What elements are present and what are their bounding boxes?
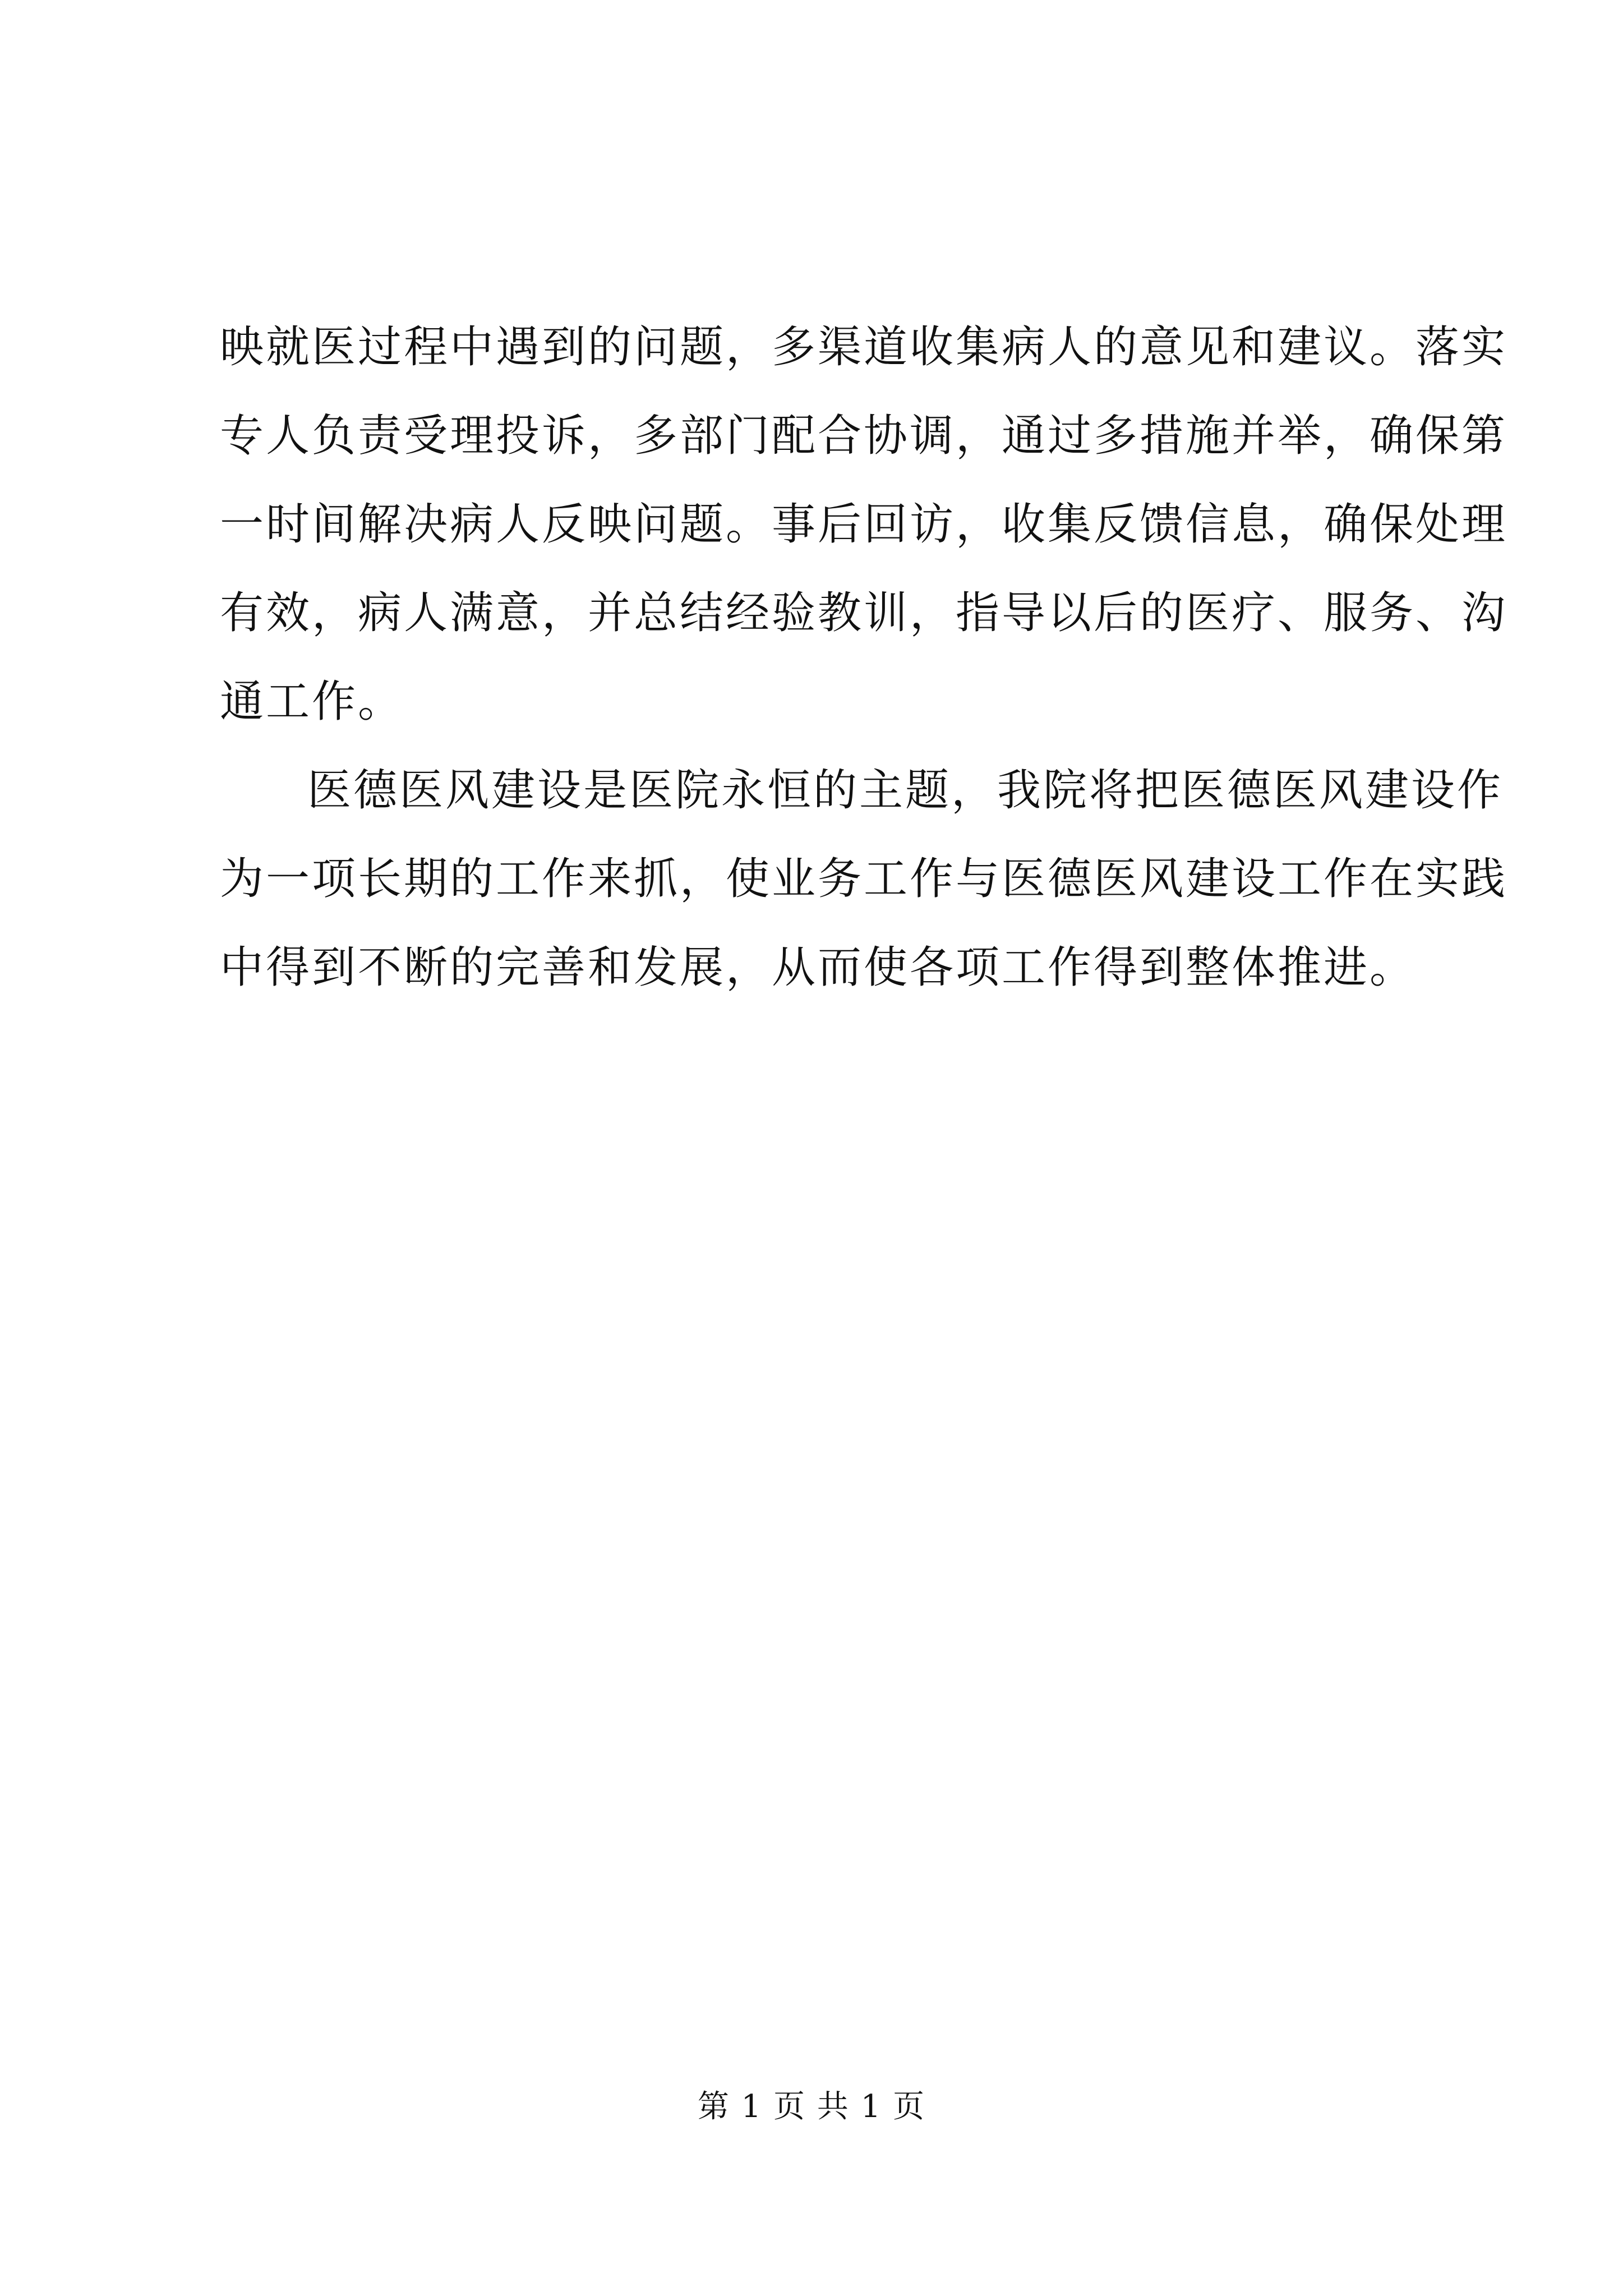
paragraph-line: 中得到不断的完善和发展，从而使各项工作得到整体推进。: [220, 942, 1416, 993]
page-number-footer: 第 1 页 共 1 页: [697, 2088, 926, 2125]
paragraph-1: [220, 303, 1508, 746]
paragraph-line: 通工作。: [220, 677, 404, 727]
paragraph-line: 一时间解决病人反映问题。事后回访，收集反馈信息，确保处理: [220, 499, 1508, 550]
paragraph-2: [220, 746, 1508, 1012]
document-body: [220, 303, 1508, 1012]
paragraph-line: 专人负责受理投诉，多部门配合协调，通过多措施并举，确保第: [220, 411, 1508, 461]
paragraph-line: 映就医过程中遇到的问题，多渠道收集病人的意见和建议。落实: [220, 322, 1508, 372]
paragraph-line: 医德医风建设是医院永恒的主题，我院将把医德医风建设作: [307, 765, 1504, 816]
paragraph-line: 有效，病人满意，并总结经验教训，指导以后的医疗、服务、沟: [220, 588, 1508, 638]
paragraph-line: 为一项长期的工作来抓，使业务工作与医德医风建设工作在实践: [220, 854, 1508, 904]
